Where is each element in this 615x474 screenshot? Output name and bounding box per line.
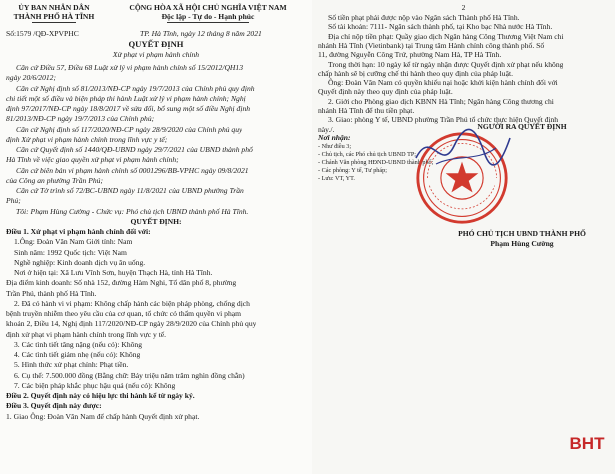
body-line: Địa chỉ nộp tiền phạt: Quầy giao dịch Ngân hàng Công Thương Việt Nam chi bbox=[328, 31, 564, 41]
body-line: 2. Giới cho Phòng giao dịch KBNN Hà Tĩnh; Ngân hàng Công thương chi bbox=[328, 96, 554, 106]
signer-name: Phạm Hùng Cường bbox=[490, 239, 554, 248]
recipients-heading: Nơi nhận: bbox=[318, 133, 351, 142]
decision-title: QUYẾT ĐỊNH bbox=[128, 39, 184, 49]
body-line: Nơi ở hiện tại: Xã Lưu Vĩnh Sơn, huyện Thạch Hà, tỉnh Hà Tĩnh. bbox=[14, 268, 213, 277]
body-line: 3. Các tình tiết tăng nặng (nếu có): Không bbox=[14, 339, 143, 349]
body-line: chi tiết một số điều và biện pháp thi hành Luật xử lý vi phạm hành chính; Nghị bbox=[6, 93, 246, 103]
issuing-authority-city: THÀNH PHỐ HÀ TĨNH bbox=[13, 12, 95, 21]
body-line: này./. bbox=[318, 124, 335, 134]
issuing-authority: ỦY BAN NHÂN DÂN bbox=[18, 3, 90, 12]
recipient-item: - Lưu: VT, YT. bbox=[318, 175, 355, 182]
document-number: Số:1579 /QĐ-XPVPHC bbox=[6, 29, 79, 38]
document-date: TP. Hà Tĩnh, ngày 12 tháng 8 năm 2021 bbox=[140, 29, 262, 38]
page-two bbox=[312, 0, 615, 474]
body-line: bệnh truyền nhiễm theo yêu cầu của cơ quan, tổ chức có thẩm quyền vi phạm bbox=[6, 309, 242, 318]
body-line: 7. Các biện pháp khắc phục hậu quả (nếu có): Không bbox=[14, 380, 176, 390]
body-line: định xử phạt vi phạm hành chính trong lĩnh vực y tế. bbox=[6, 329, 167, 339]
body-line: Sinh năm: 1992 Quốc tịch: Việt Nam bbox=[14, 247, 127, 257]
body-line: Điều 3. Quyết định này được: bbox=[6, 401, 102, 411]
body-line: Phú; bbox=[6, 196, 21, 206]
recipient-item: - Chủ tịch, các Phó chủ tịch UBND TP; bbox=[318, 151, 417, 158]
body-line: chấp hành sẽ bị cưỡng chế thi hành theo quy định của pháp luật. bbox=[318, 68, 513, 78]
body-line: 11, đường Nguyễn Công Trứ, phường Nam Hà, TP Hà Tĩnh. bbox=[318, 50, 502, 60]
body-line: Căn cứ biên bản vi phạm hành chính số 0001296/BB-VPHC ngày 09/8/2021 bbox=[16, 165, 249, 175]
body-line: 1. Giao Ông: Đoàn Văn Nam để chấp hành Quyết định xử phạt. bbox=[6, 411, 200, 421]
body-line: Căn cứ Nghị định số 81/2013/NĐ-CP ngày 19/7/2013 của Chính phủ quy định bbox=[16, 83, 255, 93]
body-line: Điều 1. Xử phạt vi phạm hành chính đối với: bbox=[6, 227, 151, 236]
body-line: khoản 2, Điều 14, Nghị định 117/2020/NĐ-CP ngày 28/9/2020 của Chính phủ quy bbox=[6, 319, 257, 329]
signer-role: PHÓ CHỦ TỊCH UBND THÀNH PHỐ bbox=[458, 229, 586, 238]
body-line: 5. Hình thức xử phạt chính: Phạt tiền. bbox=[14, 360, 129, 370]
body-line: Ông: Đoàn Văn Nam có quyền khiếu nại hoặc khởi kiện hành chính đối với bbox=[328, 78, 558, 88]
body-line: Nghề nghiệp: Kinh doanh dịch vụ ăn uống. bbox=[14, 257, 146, 267]
body-line: Tôi: Phạm Hùng Cường - Chức vụ: Phó chủ tịch UBND thành phố Hà Tĩnh. bbox=[16, 206, 249, 216]
signer-heading: NGƯỜI RA QUYẾT ĐỊNH bbox=[477, 122, 567, 131]
body-line: Số tiền phạt phải được nộp vào Ngân sách Thành phố Hà Tĩnh. bbox=[328, 13, 520, 22]
recipient-item: - Như điều 3; bbox=[318, 143, 352, 150]
recipient-item: - Các phòng: Y tế, Tư pháp; bbox=[318, 167, 387, 174]
national-motto: Độc lập - Tự do - Hạnh phúc bbox=[161, 12, 255, 21]
body-line: 3. Giao: phòng Y tế, UBND phường Trần Phú tổ chức thực hiện Quyết định bbox=[328, 115, 559, 125]
body-line: Số tài khoản: 7111- Ngân sách thành phố, tại Kho bạc Nhà nước Hà Tĩnh. bbox=[328, 22, 553, 32]
body-line: Trần Phú, thành phố Hà Tĩnh. bbox=[6, 288, 97, 298]
body-line: định Xử phạt vi phạm hành chính trong lĩnh vực y tế; bbox=[6, 134, 168, 144]
national-title: CỘNG HÒA XÃ HỘI CHỦ NGHĨA VIỆT NAM bbox=[129, 3, 287, 12]
body-line: 2. Đã có hành vi vi phạm: Không chấp hành các biện pháp phòng, chống dịch bbox=[14, 298, 250, 308]
body-line: Địa điểm kinh doanh: Số nhà 152, đường Hàm Nghi, Tổ dân phố 8, phường bbox=[6, 278, 237, 288]
handwritten-signature bbox=[406, 118, 516, 178]
body-line: 81/2013/NĐ-CP ngày 19/7/2013 của Chính phủ; bbox=[6, 114, 155, 124]
body-line: định 97/2017/NĐ-CP ngày 18/8/2017 về sửa đổi, bổ sung một số điều Nghị định bbox=[6, 104, 251, 113]
body-line: Căn cứ Quyết định số 1440/QĐ-UBND ngày 29/7/2021 của UBND thành phố bbox=[16, 145, 253, 154]
body-line: Hà Tĩnh về việc giao quyền xử phạt vi phạm hành chính; bbox=[6, 155, 179, 165]
body-line: của Công an phường Trần Phú; bbox=[6, 175, 104, 185]
body-line: Căn cứ Điều 57, Điều 68 Luật xử lý vi phạm hành chính số 15/2012/QH13 bbox=[16, 63, 244, 72]
body-line: nhánh Hà Tĩnh (Vietinbank) tại Trung tâm Hành chính công thành phố. Số bbox=[318, 40, 545, 50]
watermark-text: BHT bbox=[569, 434, 605, 453]
recipient-item: - Chánh Văn phòng HĐND-UBND thành phố; bbox=[318, 159, 434, 166]
body-line: Trong thời hạn: 10 ngày kể từ ngày nhận được Quyết định xử phạt nếu không bbox=[328, 59, 564, 69]
body-line: nhánh Hà Tĩnh để thu tiền phạt. bbox=[318, 106, 415, 115]
body-line: Căn cứ Nghị định số 117/2020/NĐ-CP ngày 28/9/2020 của Chính phủ quy bbox=[16, 124, 243, 134]
body-line: QUYẾT ĐỊNH: bbox=[130, 216, 182, 226]
body-line: 1.Ông: Đoàn Văn Nam Giới tính: Nam bbox=[14, 237, 133, 247]
body-line: Căn cứ Tờ trình số 72/BC-UBND ngày 11/8/2021 của UBND phường Trần bbox=[16, 186, 244, 195]
page-number: 2 bbox=[461, 3, 466, 12]
body-line: Quyết định này theo quy định của pháp luật. bbox=[318, 87, 453, 97]
body-line: 6. Cụ thể: 7.500.000 đồng (Bằng chữ: Bảy triệu năm trăm nghìn đồng chẵn) bbox=[14, 370, 245, 380]
bht-watermark-logo bbox=[565, 432, 609, 454]
body-line: 4. Các tình tiết giảm nhẹ (nếu có): Không bbox=[14, 350, 141, 359]
decision-subtitle: Xử phạt vi phạm hành chính bbox=[112, 50, 200, 59]
body-line: ngày 20/6/2012; bbox=[6, 73, 56, 83]
body-line: Điều 2. Quyết định này có hiệu lực thi hành kể từ ngày ký. bbox=[6, 391, 195, 400]
